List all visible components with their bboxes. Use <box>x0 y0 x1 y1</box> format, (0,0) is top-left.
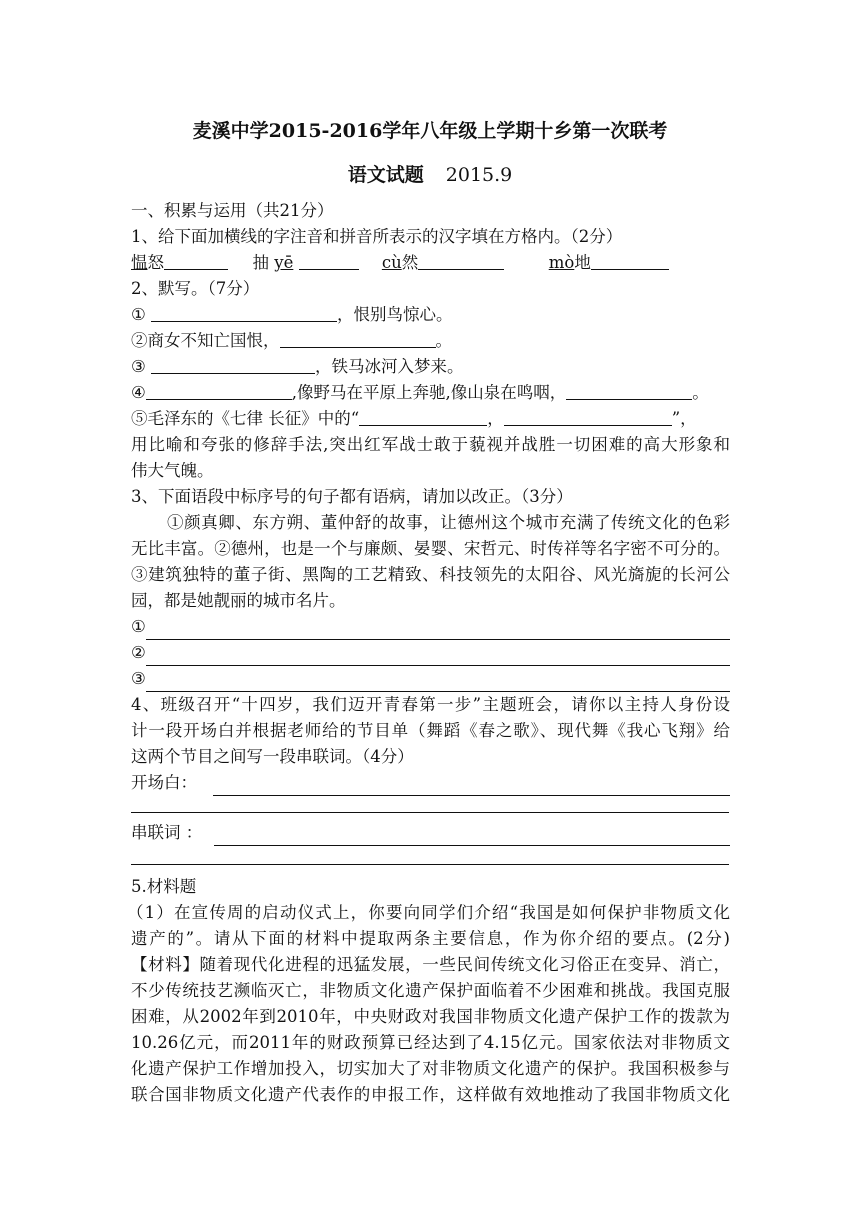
link-label: 串联词 ： <box>131 823 203 842</box>
q4-line1: 4、班级召开“十四岁，我们迈开青春第一步”主题班会，请你以主持人身份设 <box>131 695 730 714</box>
link-blank-line2[interactable] <box>131 842 729 865</box>
q5-material-line1: 【材料】随着现代化进程的迅猛发展，一些民间传统文化习俗正在变异、消亡， <box>131 955 730 974</box>
q2-blank-5[interactable] <box>566 381 692 400</box>
q2-line3: ③ ，铁马冰河入梦来。 <box>131 357 464 376</box>
q2-blank-7[interactable] <box>504 407 672 426</box>
q1-item1-underlined: 愠 <box>131 253 148 272</box>
q2-blank-2[interactable] <box>280 329 436 348</box>
q2-blank-1[interactable] <box>151 303 337 322</box>
q1-item1-rest: 怒 <box>147 253 164 272</box>
q3-paragraph-line4: 园，都是她靓丽的城市名片。 <box>131 591 346 610</box>
q1-item3-rest: 然 <box>401 253 419 272</box>
q4-line3: 这两个节目之间写一段串联词。（4分） <box>131 747 414 766</box>
q2-line1: ① ，恨别鸟惊心。 <box>131 305 453 324</box>
q5-material-line3: 困难，从2002年到2010年，中央财政对我国非物质文化遗产保护工作的拨款为 <box>131 1007 730 1026</box>
q2-prompt: 2、默写。（7分） <box>131 279 260 298</box>
q1-blank-3[interactable] <box>418 251 504 270</box>
q3-paragraph-line3: ③建筑独特的董子街、黑陶的工艺精致、科技领先的太阳谷、风光旖旎的长河公 <box>131 565 730 584</box>
q3-answer-blank-2[interactable] <box>146 647 730 666</box>
q2-line4: ④ ,像野马在平原上奔驰,像山泉在鸣咽， 。 <box>131 383 709 402</box>
q5-line1: （1）在宣传周的启动仪式上，你要向同学们介绍“我国是如何保护非物质文化 <box>127 903 730 922</box>
q2-line6: 用比喻和夸张的修辞手法,突出红军战士敢于藐视并战胜一切困难的高大形象和 <box>131 435 730 454</box>
section-heading: 一、积累与运用（共21分） <box>131 201 334 220</box>
q5-line2: 遗产的”。请从下面的材料中提取两条主要信息，作为你介绍的要点。(2分) <box>131 929 730 948</box>
exam-subtitle <box>0 160 860 187</box>
q1-blank-2[interactable] <box>299 251 359 270</box>
q2-line2: ②商女不知亡国恨， 。 <box>131 331 452 350</box>
q1-blank-1[interactable] <box>164 251 228 270</box>
q5-heading: 5.材料题 <box>131 877 197 896</box>
q5-material-line5: 化遗产保护工作增加投入，切实加大了对非物质文化遗产的保护。我国积极参与 <box>131 1059 730 1078</box>
exam-date: 2015.9 <box>445 164 513 186</box>
q3-paragraph-line2: 无比丰富。②德州，也是一个与廉颇、晏婴、宋哲元、时传祥等名字密不可分的。 <box>131 539 730 558</box>
q1-item3-underlined: cù <box>381 253 402 272</box>
q3-paragraph-line1: ①颜真卿、东方朔、董仲舒的故事，让德州这个城市充满了传统文化的色彩 <box>167 513 730 532</box>
q1-items <box>131 250 730 276</box>
q2-line7: 伟大气魄。 <box>131 461 214 480</box>
q3-answer-1: ① <box>131 614 730 640</box>
q1-item2-underlined: yē <box>274 253 294 272</box>
exam-title: 麦溪中学2015-2016学年八年级上学期十乡第一次联考 <box>192 120 668 142</box>
q3-answer-blank-3[interactable] <box>146 673 730 692</box>
opening-blank-line2[interactable] <box>131 790 729 813</box>
q3-answer-blank-1[interactable] <box>146 621 730 640</box>
q1-item2-prefix: 抽 <box>252 253 275 272</box>
q1-item4-rest: 地 <box>574 253 591 272</box>
q1-item4-underlined: mò <box>548 253 575 272</box>
subject-label: 语文试题 <box>347 164 424 186</box>
q3-answer-2: ② <box>131 640 730 666</box>
q1-blank-4[interactable] <box>591 251 669 270</box>
q2-blank-3[interactable] <box>151 355 315 374</box>
q5-material-line4: 10.26亿元，而2011年的财政预算已经达到了4.15亿元。国家依法对非物质文 <box>131 1033 730 1052</box>
q2-blank-4[interactable] <box>146 381 292 400</box>
q1-prompt: 1、给下面加横线的字注音和拼音所表示的汉字填在方格内。（2分） <box>131 227 623 246</box>
q2-line5: ⑤毛泽东的《七律 长征》中的“ ， ”， <box>131 409 697 428</box>
q2-blank-6[interactable] <box>359 407 487 426</box>
q5-material-line6: 联合国非物质文化遗产代表作的申报工作，这样做有效地推动了我国非物质文化 <box>131 1085 730 1104</box>
opening-label: 开场白： <box>131 773 197 792</box>
q4-line2: 计一段开场白并根据老师给的节目单（舞蹈《春之歌》、现代舞《我心飞翔》给 <box>131 721 730 740</box>
q3-prompt: 3、下面语段中标序号的句子都有语病，请加以改正。（3分） <box>131 487 573 506</box>
q3-answer-3: ③ <box>131 666 730 692</box>
q5-material-line2: 不少传统技艺濒临灭亡，非物质文化遗产保护面临着不少困难和挑战。我国克服 <box>131 981 730 1000</box>
